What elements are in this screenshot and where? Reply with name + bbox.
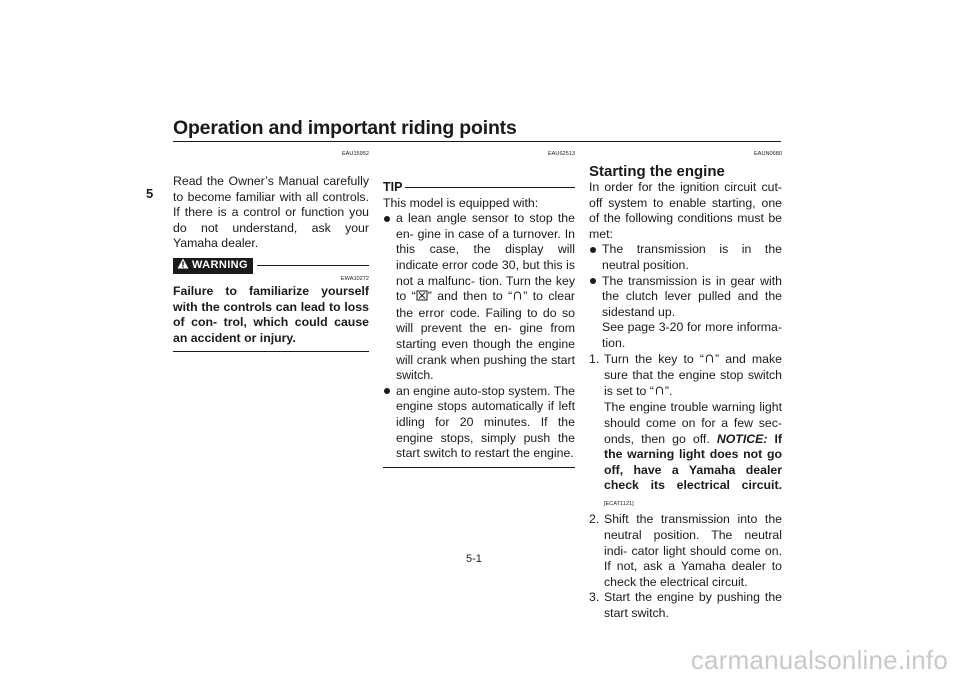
column-3: [589, 150, 782, 622]
column-2: [383, 150, 575, 468]
list-item: 2. Shift the transmission into the neutral position. The neutral indi- cator light should come on. If not, ask a Yamaha dealer to check the electrical circuit.: [589, 512, 782, 589]
tip-lead: This model is equipped with:: [383, 195, 539, 210]
tip-rule: [405, 187, 575, 188]
section-code: EAU62513: [547, 151, 575, 157]
chapter-tab: 5: [146, 186, 154, 201]
list-item: a lean angle sensor to stop the en- gine in case of a turnover. In this case, the display will indicate error code 30, but this is not a malfunc- tion. Turn the key to “ ” and then to “ ” to clear the error code. Failing to do so will prevent the en- gine from starting even though the engine will crank when pushing the start switch.: [383, 211, 575, 384]
notice-text: If the warning light does not go off, have a Yamaha dealer check its electrical circuit.: [604, 431, 783, 493]
watermark: carmanualsonline.info: [690, 645, 948, 675]
section-intro: In order for the ignition circuit cut-off system to enable starting, one of the following conditions must be met:: [589, 180, 782, 241]
notice-label: NOTICE:: [716, 431, 768, 446]
list-item: an engine auto-stop system. The engine stops automatically if left idling for 20 minutes. If the engine stops, simply push the start switch to restart the engine.: [383, 384, 575, 462]
key-on-icon: [512, 290, 523, 306]
steps-list: [589, 352, 782, 622]
tip-label: TIP: [383, 180, 403, 194]
bullet-dot-icon: [590, 247, 596, 253]
warning-label: WARNING: [192, 259, 248, 272]
column-1: [173, 150, 369, 352]
page-number: 5-1: [466, 553, 482, 565]
section-heading: Starting the engine: [589, 163, 725, 180]
bullet-dot-icon: [384, 216, 390, 222]
list-item: The transmission is in the neutral position.: [589, 242, 782, 273]
key-on-icon: [704, 353, 715, 369]
list-item: 1. Turn the key to “ ” and make sure that the engine stop switch is set to “ ”. The engine trouble warning light should come on for a few sec- onds, then go off. NOTICE: If the warning light does not go off, have a Yamaha dealer check its electrical circuit. [ECAT1121]: [589, 351, 783, 507]
tip-bullet-list: [383, 211, 575, 462]
warning-end-rule: [173, 351, 369, 352]
title-rule: [173, 141, 781, 142]
warning-code: EWA10272: [340, 275, 369, 282]
step-number: 1.: [589, 351, 600, 366]
tip-header: [383, 180, 575, 196]
warning-text: Failure to familiarize yourself with the controls can lead to loss of con- trol, which could cause an accident or injury.: [173, 283, 369, 345]
bullet-dot-icon: [590, 278, 596, 284]
condition-list: [589, 242, 782, 351]
page-title: Operation and important riding points: [173, 117, 517, 139]
key-off-icon: [416, 290, 428, 306]
section-code: EAUN0680: [754, 151, 782, 157]
warning-rule: [257, 265, 369, 266]
section-code: EAU15952: [341, 151, 369, 157]
list-item: The transmission is in gear with the clutch lever pulled and the sidestand up. See page 3-20 for more informa- tion.: [589, 274, 782, 352]
warning-badge: [173, 258, 253, 274]
intro-paragraph: Read the Owner’s Manual carefully to become familiar with all controls. If there is a control or function you do not understand, ask your Yamaha dealer.: [173, 174, 369, 251]
warning-header: [173, 258, 369, 274]
list-item: 3. Start the engine by pushing the start switch.: [589, 590, 782, 621]
step-number: 2.: [589, 512, 600, 527]
step-number: 3.: [589, 590, 600, 605]
key-on-icon: [654, 385, 665, 401]
warning-triangle-icon: [177, 258, 189, 275]
bullet-dot-icon: [384, 388, 390, 394]
tip-end-rule: [383, 467, 575, 468]
notice-code: [ECAT1121]: [604, 500, 634, 507]
